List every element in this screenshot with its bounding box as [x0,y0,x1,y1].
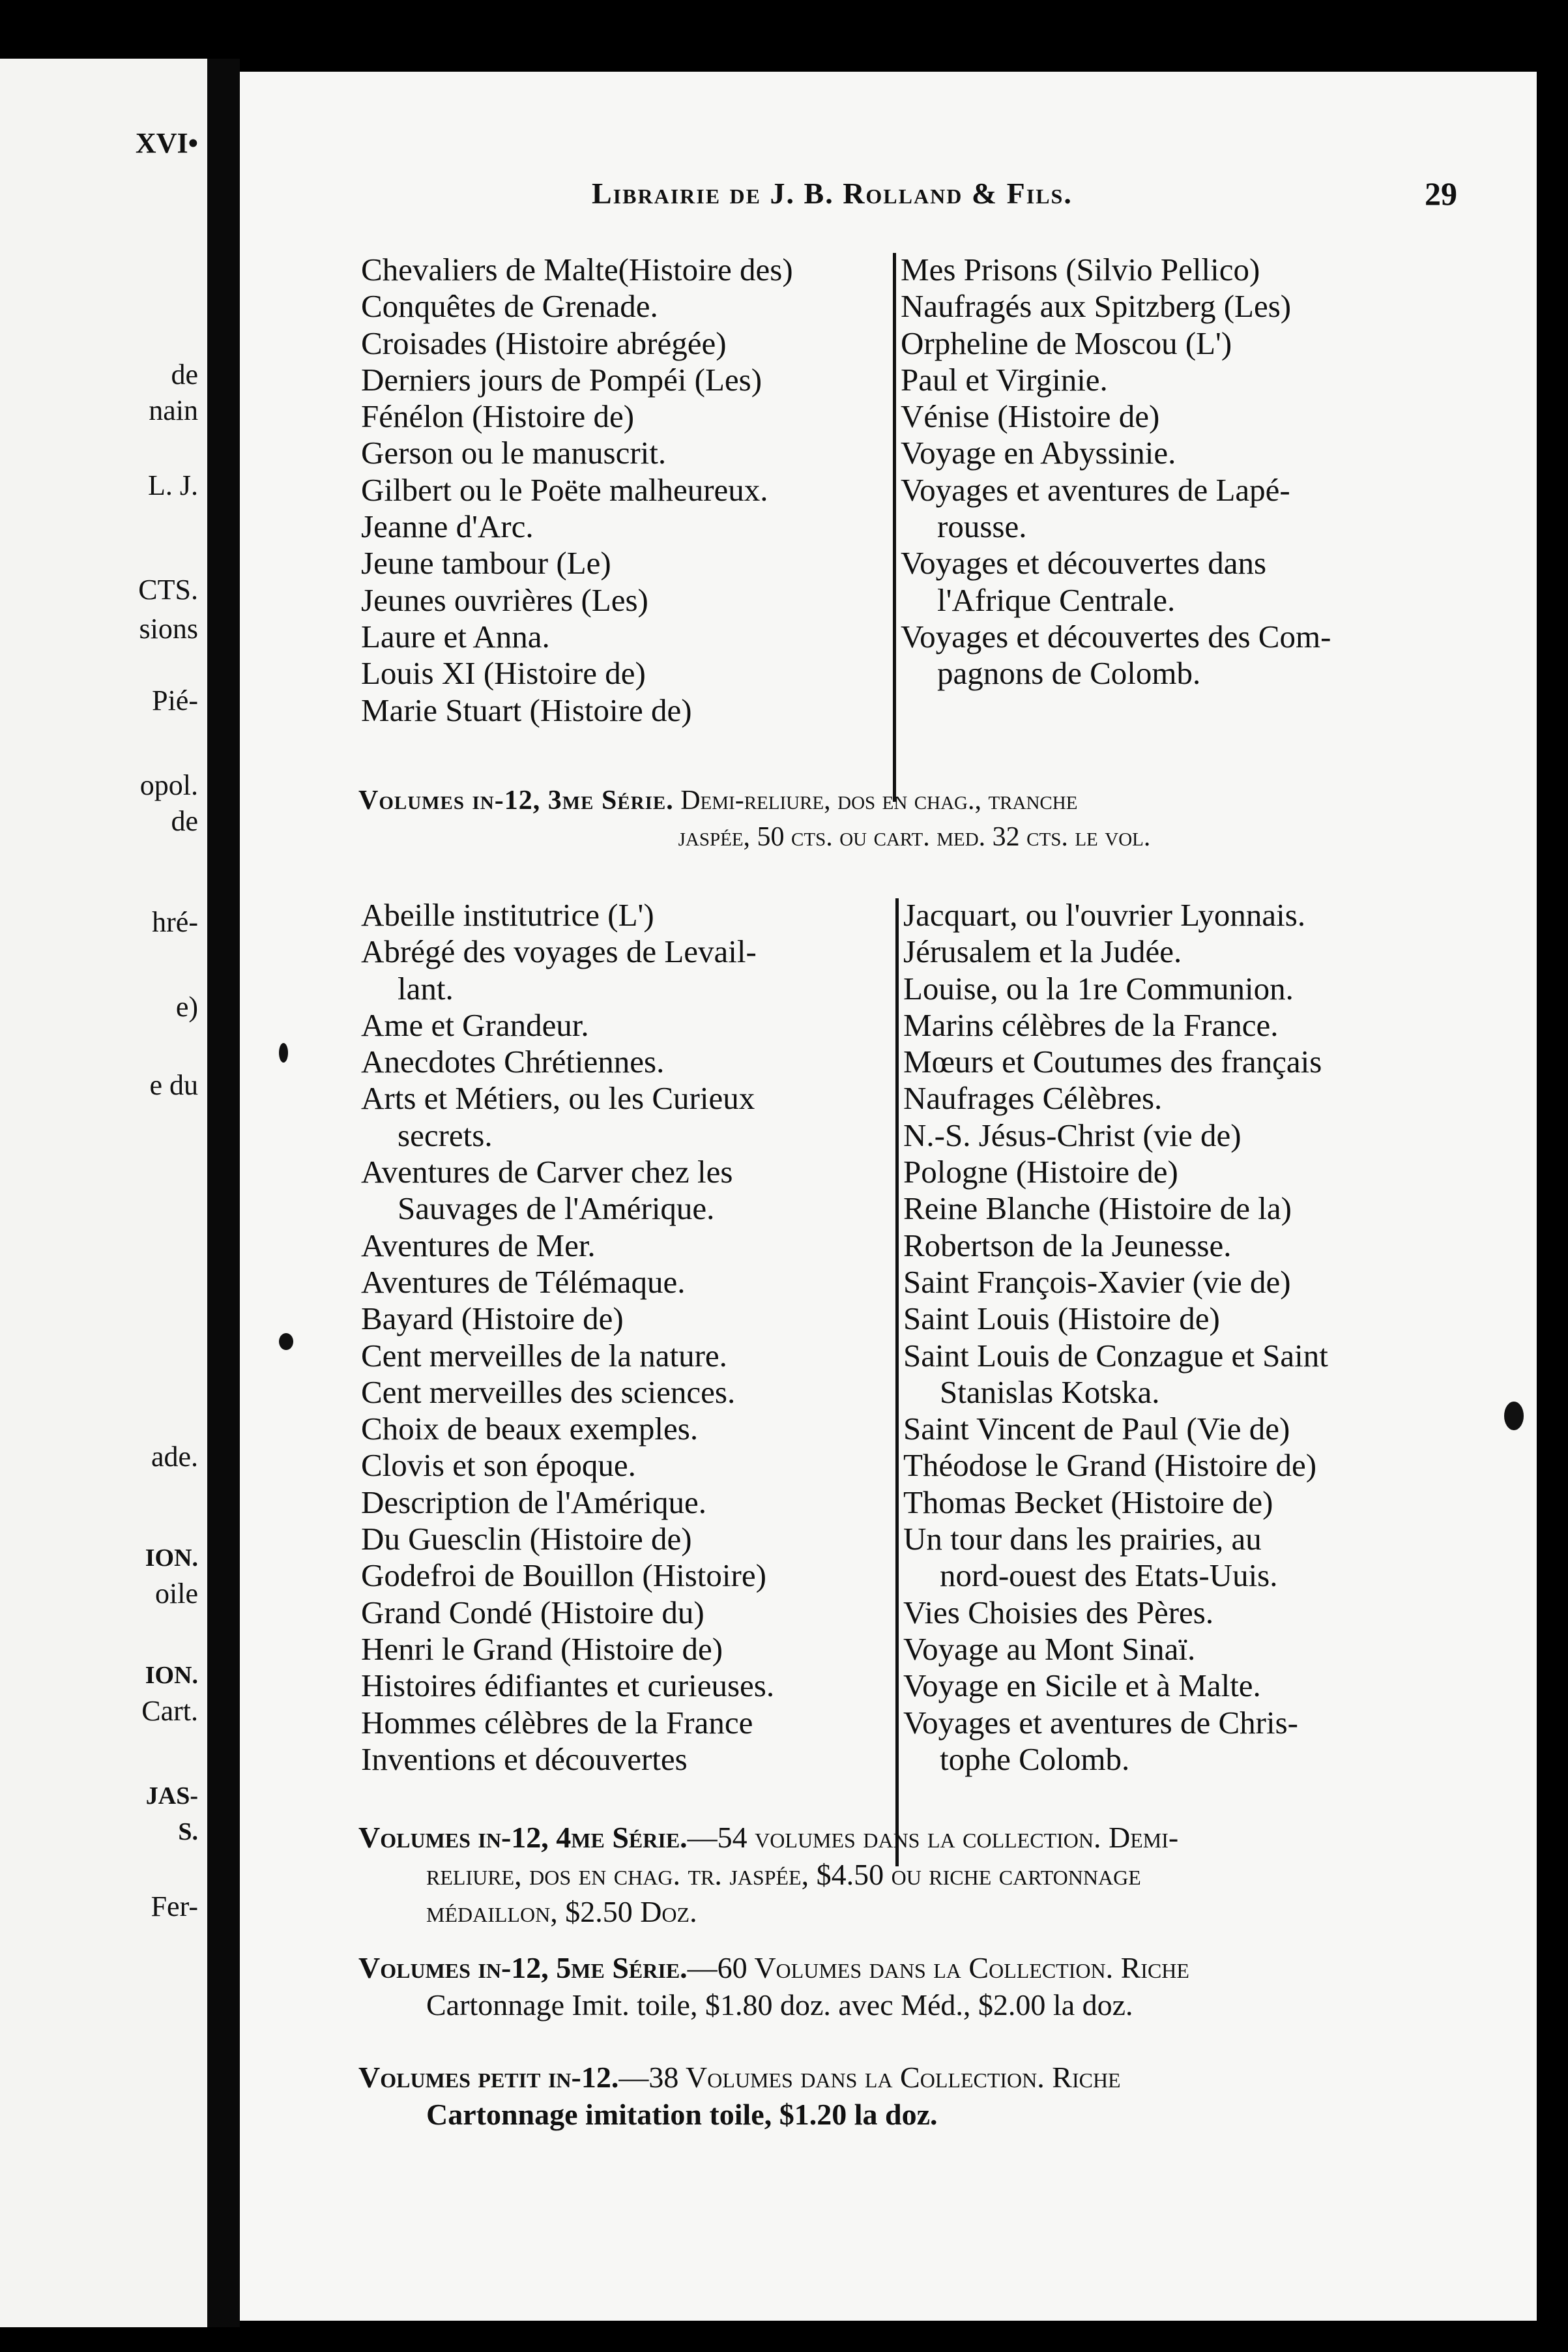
facing-page-fragment: Pié- [152,684,198,716]
list-item: Voyages et découvertes dans [901,545,1267,581]
list-item: Cent merveilles des sciences. [361,1374,736,1410]
list-item: Marins célèbres de la France. [903,1007,1279,1043]
list-item: Bayard (Histoire de) [361,1301,624,1337]
facing-page-fragment: CTS. [138,574,198,606]
list-item: Abeille institutrice (L') [361,897,654,933]
list-item: Jacquart, ou l'ouvrier Lyonnais. [903,897,1306,933]
petit-in12-line2: Cartonnage imitation toile, $1.20 la doz. [426,2098,938,2131]
list-item-continuation: rousse. [937,508,1027,545]
list-item: Abrégé des voyages de Levail- [361,933,757,970]
list-item: Jérusalem et la Judée. [903,933,1182,970]
series-5-line1: —60 Volumes dans la Collection. Riche [687,1951,1189,1984]
list-item-continuation: lant. [398,970,454,1007]
facing-page-fragment: XVI• [135,127,198,159]
facing-page-fragment: JAS- [145,1782,198,1810]
list-item: Aventures de Mer. [361,1227,596,1263]
scan-speck [279,1043,288,1063]
list-item: Aventures de Carver chez les [361,1154,733,1190]
list-item: Robertson de la Jeunesse. [903,1227,1232,1263]
facing-page-fragment: ION. [145,1544,198,1572]
list-item: Du Guesclin (Histoire de) [361,1521,692,1557]
list-item: Aventures de Télémaque. [361,1263,686,1300]
list-item: Gilbert ou le Poëte malheureux. [361,471,768,508]
list-item: N.-S. Jésus-Christ (vie de) [903,1117,1241,1153]
series-4-paragraph [358,1819,1470,1930]
list-item: Mes Prisons (Silvio Pellico) [901,252,1260,287]
list-item: Laure et Anna. [361,618,550,654]
list-item: Conquêtes de Grenade. [361,288,658,325]
list-item: Anecdotes Chrétiennes. [361,1044,665,1080]
facing-page-fragment: oile [155,1578,198,1610]
list-item: Clovis et son époque. [361,1447,636,1484]
list-item: Gerson ou le manuscrit. [361,435,667,471]
facing-page-fragment: ade. [151,1441,198,1473]
series-5-line2: Cartonnage Imit. toile, $1.80 doz. avec Méd., $2.00 la doz. [426,1988,1133,2021]
list-item: Théodose le Grand (Histoire de) [903,1447,1317,1484]
list-item: Ame et Grandeur. [361,1007,589,1043]
list-item: Croisades (Histoire abrégée) [361,325,727,361]
column-divider [895,898,899,1866]
list-item: Fénélon (Histoire de) [361,398,635,435]
list1-right-column [901,252,1331,692]
series-4-line2: reliure, dos en chag. tr. jaspée, $4.50 ou riche cartonnage [426,1858,1141,1891]
list-item: Grand Condé (Histoire du) [361,1594,704,1630]
list-item-continuation: nord-ouest des Etats-Uuis. [940,1557,1278,1594]
header-title: Librairie de J. B. Rolland & Fils. [592,177,1073,210]
list-item: Hommes célèbres de la France [361,1704,753,1741]
facing-page-fragment: opol. [139,769,198,801]
facing-page-fragment: hré- [152,906,198,938]
facing-page-fragment: e) [175,991,198,1023]
list-item: Louise, ou la 1re Communion. [903,970,1294,1007]
list-item: Cent merveilles de la nature. [361,1337,727,1374]
facing-page-fragment: Fer- [151,1890,198,1922]
facing-page-fragment: L. J. [148,469,198,501]
list-item: Naufragés aux Spitzberg (Les) [901,288,1292,325]
list-item: Saint Louis de Conzague et Saint [903,1337,1328,1374]
list-item: Saint François-Xavier (vie de) [903,1263,1291,1300]
petit-in12-lead: Volumes petit in-12. [358,2061,619,2094]
list-item: Un tour dans les prairies, au [903,1521,1262,1557]
list-item: Histoires édifiantes et curieuses. [361,1668,775,1704]
book-gutter [207,59,240,2327]
list-item-continuation: tophe Colomb. [940,1741,1130,1777]
list2-right-column [903,897,1328,1778]
series-3-line2: jaspée, 50 cts. ou cart. med. 32 cts. le vol. [678,822,1151,852]
list-item: Voyages et aventures de Lapé- [901,471,1290,508]
series-3-heading [358,782,1470,819]
scan-speck [279,1333,293,1350]
list-item: Voyage au Mont Sinaï. [903,1630,1196,1667]
facing-page-fragment: sions [139,613,198,645]
page-number: 29 [1425,175,1457,212]
running-header [592,176,1504,211]
list-item: Voyage en Sicile et à Malte. [903,1668,1261,1704]
list-item: Marie Stuart (Histoire de) [361,692,692,728]
list-item: Paul et Virginie. [901,361,1108,398]
column-divider [893,253,896,802]
list-item: Mœurs et Coutumes des français [903,1044,1322,1080]
facing-page-fragment: de [171,805,198,837]
list1-left-column [361,252,793,729]
list-item: Derniers jours de Pompéi (Les) [361,361,762,398]
series-5-paragraph [358,1949,1470,2023]
facing-page-fragment: S. [178,1818,198,1845]
petit-in12-line1: —38 Volumes dans la Collection. Riche [618,2061,1121,2094]
list-item: Chevaliers de Malte(Histoire des) [361,252,793,287]
facing-page-fragment: Cart. [141,1695,198,1727]
list-item: Jeunes ouvrières (Les) [361,581,648,618]
facing-page-fragment: nain [149,394,198,426]
scan-speck [1504,1402,1524,1430]
facing-page-fragment: de [171,359,198,390]
facing-page [0,59,207,2327]
list-item: Choix de beaux exemples. [361,1411,699,1447]
series-4-line1: —54 volumes dans la collection. Demi- [687,1821,1179,1854]
list-item: Louis XI (Histoire de) [361,655,646,692]
list-item: Pologne (Histoire de) [903,1154,1178,1190]
list-item-continuation: Stanislas Kotska. [940,1374,1160,1410]
series-3-lead: Volumes in-12, 3me Série. [358,786,674,816]
series-5-lead: Volumes in-12, 5me Série. [358,1951,688,1984]
catalog-page [240,72,1537,2321]
list-item: Henri le Grand (Histoire de) [361,1630,723,1667]
list-item-continuation: pagnons de Colomb. [937,655,1201,692]
list-item: Description de l'Amérique. [361,1484,706,1520]
list-item-continuation: secrets. [398,1117,493,1153]
list-item: Inventions et découvertes [361,1741,688,1777]
list-item: Voyage en Abyssinie. [901,435,1176,471]
list-item: Arts et Métiers, ou les Curieux [361,1080,755,1117]
list-item: Godefroi de Bouillon (Histoire) [361,1557,766,1594]
series-4-lead: Volumes in-12, 4me Série. [358,1821,688,1854]
list-item-continuation: Sauvages de l'Amérique. [398,1190,715,1227]
petit-in12-paragraph [358,2059,1470,2133]
list-item: Jeune tambour (Le) [361,545,611,581]
list2-left-column [361,897,774,1778]
facing-page-fragment: ION. [145,1662,198,1689]
list-item: Saint Louis (Histoire de) [903,1301,1220,1337]
list-item-continuation: l'Afrique Centrale. [937,581,1176,618]
series-4-line3: médaillon, $2.50 Doz. [426,1895,697,1928]
list-item: Orpheline de Moscou (L') [901,325,1232,361]
list-item: Voyages et découvertes des Com- [901,618,1331,654]
list-item: Saint Vincent de Paul (Vie de) [903,1411,1290,1447]
facing-page-fragment: e du [149,1069,198,1101]
list-item: Jeanne d'Arc. [361,508,534,545]
list-item: Vies Choisies des Pères. [903,1594,1214,1630]
list-item: Voyages et aventures de Chris- [903,1704,1298,1741]
list-item: Vénise (Histoire de) [901,398,1160,435]
list-item: Naufrages Célèbres. [903,1080,1163,1117]
series-3-line1: Demi-reliure, dos en chag., tranche [680,786,1078,816]
list-item: Reine Blanche (Histoire de la) [903,1190,1292,1227]
list-item: Thomas Becket (Histoire de) [903,1484,1273,1520]
